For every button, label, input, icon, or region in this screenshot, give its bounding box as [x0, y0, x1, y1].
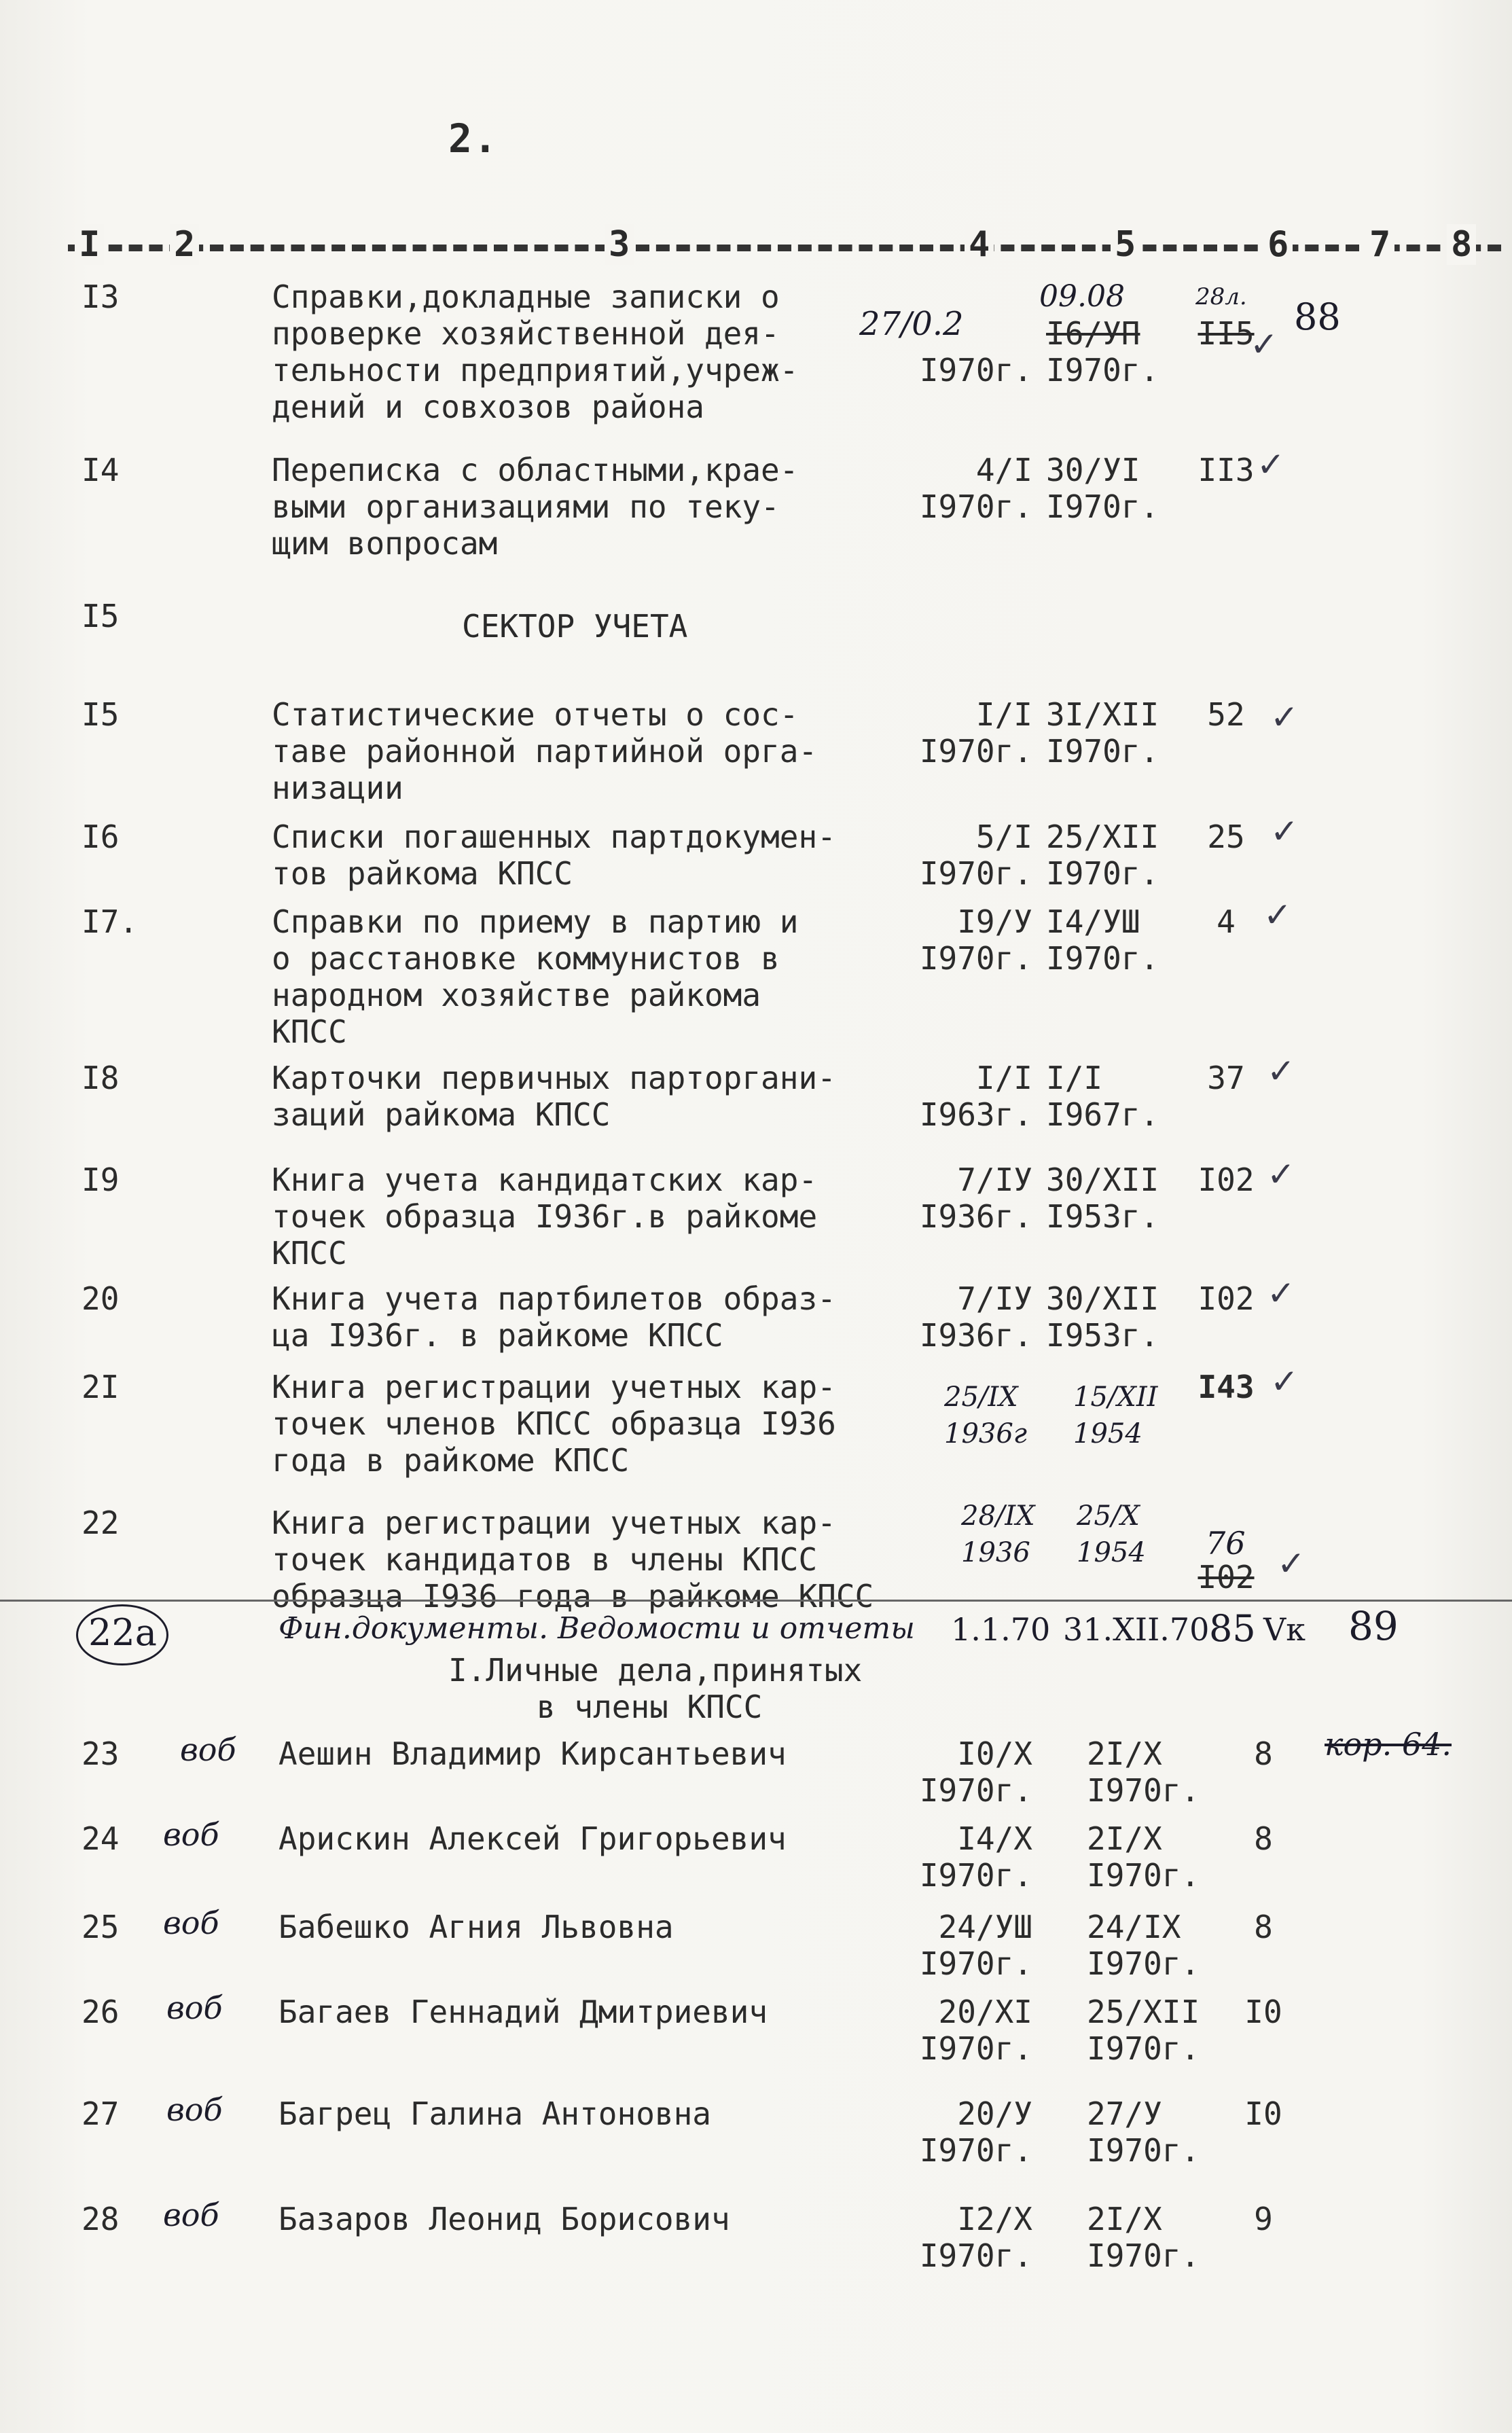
page-number: 2.: [448, 115, 499, 162]
handwritten-end: [1077, 1498, 1146, 1571]
start-date-year: I970г.: [919, 1772, 1032, 1809]
handwritten-mark: воб: [166, 2091, 223, 2128]
desc-line: года в райкоме КПСС: [272, 1442, 630, 1479]
start-date: [856, 1994, 1032, 2067]
check-mark-icon: ✓: [1270, 698, 1299, 737]
end-date-year: I970г.: [1087, 2132, 1200, 2169]
end-date-year: I970г.: [1046, 488, 1159, 525]
check-mark-icon: ✓: [1277, 1544, 1306, 1583]
check-mark-icon: ✓: [1267, 1051, 1295, 1091]
start-date-year: I970г.: [919, 855, 1032, 892]
handwritten-start-day: 28/IX: [961, 1500, 1035, 1532]
person-name: Бабешко Агния Львовна: [278, 1909, 674, 1945]
desc-line: тельности предприятий,учреж-: [272, 352, 799, 389]
handwritten-end-year: 1954: [1077, 1537, 1146, 1568]
start-date-day: 7/IУ: [957, 1280, 1032, 1317]
desc-line: Книга регистрации учетных кар-: [272, 1504, 836, 1541]
row-description: [272, 1161, 817, 1272]
column-header-3: 3: [605, 224, 634, 265]
desc-line: КПСС: [272, 1235, 347, 1272]
handwritten-count: 28л.: [1195, 283, 1247, 310]
row-description: [272, 818, 836, 892]
desc-line: Книга учета кандидатских кар-: [272, 1161, 818, 1198]
row-description: [272, 1280, 836, 1354]
desc-line: Справки по приему в партию и: [272, 903, 799, 940]
desc-line: щим вопросам: [272, 525, 498, 562]
row-number: I7.: [82, 903, 139, 940]
desc-line: точек членов КПСС образца I936: [272, 1405, 836, 1442]
person-name: Багаев Геннадий Дмитриевич: [278, 1994, 768, 2030]
check-mark-icon: ✓: [1270, 812, 1299, 851]
sheet-count: I02: [1198, 1161, 1255, 1198]
handwritten-end: 09.08: [1039, 279, 1125, 314]
start-date: [856, 818, 1032, 892]
sheet-count: 4: [1217, 903, 1236, 940]
divider-line: [0, 1600, 1512, 1602]
end-date-day: 24/IX: [1087, 1909, 1181, 1945]
desc-line: Книга регистрации учетных кар-: [272, 1369, 836, 1405]
handwritten-end-day: 25/X: [1077, 1500, 1140, 1532]
start-date-year: I936г.: [919, 1317, 1032, 1354]
desc-line: народном хозяйстве райкома: [272, 977, 761, 1013]
handwritten-start-year: 1936: [961, 1537, 1030, 1568]
section-title-line: в члены КПСС: [537, 1689, 763, 1725]
end-date-year: I970г.: [1046, 352, 1159, 389]
handwritten-note: кор. 64.: [1325, 1726, 1452, 1763]
start-date-day: I0/X: [957, 1735, 1032, 1772]
desc-line: заций райкома КПСС: [272, 1096, 611, 1133]
row-description: [272, 452, 798, 562]
end-date-year: I970г.: [1087, 1772, 1200, 1809]
start-date: [856, 2201, 1032, 2274]
end-date-year: I970г.: [1046, 940, 1159, 977]
check-mark-icon: ✓: [1270, 1362, 1299, 1401]
check-mark-icon: ✓: [1267, 1274, 1295, 1313]
row-number: 22: [82, 1504, 120, 1541]
end-date-day: 30/XII: [1046, 1280, 1159, 1317]
end-date-year: I970г.: [1087, 2030, 1200, 2067]
handwritten-end: [1073, 1379, 1157, 1452]
sheet-count: I43: [1198, 1369, 1255, 1405]
start-date-year: I970г.: [919, 940, 1032, 977]
end-date-day: 2I/X: [1087, 1735, 1162, 1772]
column-header-4: 4: [965, 224, 994, 265]
start-date: [856, 1060, 1032, 1133]
row-description: [272, 903, 798, 1050]
start-date-day: 24/УШ: [938, 1909, 1032, 1945]
handwritten-end-day: 15/XII: [1073, 1382, 1158, 1413]
start-date: [856, 452, 1032, 525]
start-date: [856, 1280, 1032, 1354]
sheet-count: II5: [1198, 315, 1255, 352]
sheet-count: 9: [1254, 2201, 1273, 2237]
end-date-year: I953г.: [1046, 1198, 1159, 1235]
handwritten-start-day: 25/IX: [944, 1382, 1018, 1413]
inserted-row-start: 1.1.70: [951, 1611, 1051, 1648]
handwritten-count: 76: [1206, 1525, 1246, 1562]
inserted-row-note: Vк: [1263, 1611, 1306, 1648]
inserted-row-count-2: 89: [1348, 1603, 1399, 1649]
desc-line: точек кандидатов в члены КПСС: [272, 1541, 818, 1578]
handwritten-mark: воб: [163, 1905, 219, 1941]
end-date-day: 25/XII: [1046, 818, 1159, 855]
row-number: 26: [82, 1994, 120, 2030]
column-header-1: I: [75, 224, 104, 265]
desc-line: Справки,докладные записки о: [272, 278, 780, 315]
column-header-2: 2: [170, 224, 199, 265]
start-date: [856, 1735, 1032, 1809]
start-date: [856, 2095, 1032, 2169]
person-name: Базаров Леонид Борисович: [278, 2201, 730, 2237]
end-date-day: I/I: [1046, 1060, 1103, 1096]
start-date-year: I963г.: [919, 1096, 1032, 1133]
person-name: Багрец Галина Антоновна: [278, 2095, 711, 2132]
check-mark-icon: ✓: [1250, 325, 1278, 364]
row-description: [272, 696, 817, 806]
row-description: [272, 1369, 836, 1479]
desc-line: тов райкома КПСС: [272, 855, 573, 892]
handwritten-end-year: 1954: [1073, 1418, 1142, 1449]
desc-line: точек образца I936г.в райкоме: [272, 1198, 818, 1235]
sheet-count: II3: [1198, 452, 1255, 488]
start-date-year: I970г.: [919, 488, 1032, 525]
end-date-year: I970г.: [1087, 1945, 1200, 1982]
end-date-day: 25/XII: [1087, 1994, 1200, 2030]
section-title: СЕКТОР УЧЕТА: [462, 608, 688, 645]
sheet-count: 8: [1254, 1909, 1273, 1945]
sheet-count: 37: [1207, 1060, 1245, 1096]
desc-line: Статистические отчеты о сос-: [272, 696, 799, 733]
row-description: [272, 1504, 874, 1615]
person-name: Арискин Алексей Григорьевич: [278, 1820, 787, 1857]
inserted-row-end: 31.XII.70: [1063, 1611, 1210, 1648]
start-date-year: I970г.: [919, 1945, 1032, 1982]
start-date-day: I2/X: [957, 2201, 1032, 2237]
row-number: I4: [82, 452, 120, 488]
handwritten-mark: воб: [163, 2197, 219, 2233]
handwritten-start: [944, 1379, 1027, 1452]
handwritten-start: 27/0.2: [859, 305, 964, 343]
row-number: 25: [82, 1909, 120, 1945]
end-date-year: I970г.: [1087, 1857, 1200, 1894]
end-date-day: 2I/X: [1087, 2201, 1162, 2237]
column-header-8: 8: [1447, 224, 1476, 265]
end-date-day: 2I/X: [1087, 1820, 1162, 1857]
desc-line: Списки погашенных партдокумен-: [272, 818, 836, 855]
end-date-day: I4/УШ: [1046, 903, 1140, 940]
start-date-year: I970г.: [919, 733, 1032, 770]
desc-line: проверке хозяйственной дея-: [272, 315, 780, 352]
sheet-count: I02: [1198, 1559, 1255, 1596]
section-title: [448, 1652, 862, 1725]
inserted-row-description: Фин.документы. Ведомости и отчеты: [278, 1611, 915, 1646]
start-date-day: 4/I: [975, 452, 1032, 488]
desc-line: дений и совхозов района: [272, 389, 704, 425]
row-number: 20: [82, 1280, 120, 1317]
column-header-row: [68, 224, 1501, 272]
check-mark-icon: ✓: [1267, 1155, 1295, 1194]
column-header-7: 7: [1365, 224, 1394, 265]
desc-line: низации: [272, 770, 403, 806]
start-date-year: I970г.: [919, 2030, 1032, 2067]
desc-line: выми организациями по теку-: [272, 488, 780, 525]
sheet-count: 25: [1207, 818, 1245, 855]
sheet-count: I0: [1244, 1994, 1282, 2030]
start-date: [856, 903, 1032, 977]
row-number: 28: [82, 2201, 120, 2237]
row-number: I9: [82, 1161, 120, 1198]
start-date-day: I/I: [975, 1060, 1032, 1096]
start-date-day: I4/X: [957, 1820, 1032, 1857]
end-date-day: I6/УП: [1046, 315, 1140, 352]
check-mark-icon: ✓: [1257, 445, 1285, 484]
start-date: [856, 696, 1032, 770]
end-date-year: I967г.: [1046, 1096, 1159, 1133]
start-date-day: 20/У: [957, 2095, 1032, 2132]
end-date-day: 27/У: [1087, 2095, 1162, 2132]
end-date-day: 3I/XII: [1046, 696, 1159, 733]
row-number: I8: [82, 1060, 120, 1096]
start-date-year: I970г.: [919, 2237, 1032, 2274]
row-number: I6: [82, 818, 120, 855]
desc-line: Карточки первичных парторгани-: [272, 1060, 836, 1096]
desc-line: ца I936г. в райкоме КПСС: [272, 1317, 723, 1354]
sheet-count: I02: [1198, 1280, 1255, 1317]
section-number: I5: [82, 598, 120, 634]
end-date-year: I953г.: [1046, 1317, 1159, 1354]
desc-line: таве районной партийной орга-: [272, 733, 818, 770]
handwritten-mark: воб: [180, 1731, 236, 1768]
column-header-6: 6: [1263, 224, 1293, 265]
person-name: Аешин Владимир Кирсантьевич: [278, 1735, 787, 1772]
handwritten-mark: воб: [163, 1816, 219, 1853]
row-number: 24: [82, 1820, 120, 1857]
row-number: 23: [82, 1735, 120, 1772]
start-date: [856, 1909, 1032, 1982]
handwritten-count-new: 88: [1294, 295, 1341, 338]
desc-line: Переписка с областными,крае-: [272, 452, 799, 488]
start-date-day: I/I: [975, 696, 1032, 733]
inserted-row-number: 22а: [88, 1611, 157, 1654]
start-date-day: 5/I: [975, 818, 1032, 855]
sheet-count: 8: [1254, 1735, 1273, 1772]
start-date-day: I9/У: [957, 903, 1032, 940]
row-number: 2I: [82, 1369, 120, 1405]
end-date-year: I970г.: [1087, 2237, 1200, 2274]
sheet-count: I0: [1244, 2095, 1282, 2132]
start-date-day: 20/XI: [938, 1994, 1032, 2030]
handwritten-start: [961, 1498, 1035, 1571]
desc-line: КПСС: [272, 1013, 347, 1050]
end-date-year: I970г.: [1046, 855, 1159, 892]
start-date: I970г.: [919, 352, 1032, 389]
end-date-year: I970г.: [1046, 733, 1159, 770]
start-date-day: 7/IУ: [957, 1161, 1032, 1198]
start-date-year: I970г.: [919, 2132, 1032, 2169]
handwritten-start-year: 1936г: [944, 1418, 1028, 1449]
desc-line: Книга учета партбилетов образ-: [272, 1280, 836, 1317]
start-date: [856, 1820, 1032, 1894]
desc-line: образца I936 года в райкоме КПСС: [272, 1578, 874, 1615]
row-number: 27: [82, 2095, 120, 2132]
row-number: I5: [82, 696, 120, 733]
section-title-line: I.Личные дела,принятых: [448, 1652, 863, 1689]
end-date-day: 30/XII: [1046, 1161, 1159, 1198]
inserted-row-count: 85: [1209, 1607, 1256, 1650]
desc-line: о расстановке коммунистов в: [272, 940, 780, 977]
column-header-5: 5: [1111, 224, 1140, 265]
row-description: [272, 278, 798, 425]
sheet-count: 52: [1207, 696, 1245, 733]
start-date-year: I936г.: [919, 1198, 1032, 1235]
end-date-day: 30/УI: [1046, 452, 1140, 488]
start-date-year: I970г.: [919, 1857, 1032, 1894]
row-number: I3: [82, 278, 120, 315]
handwritten-mark: воб: [166, 1989, 223, 2026]
start-date: [856, 1161, 1032, 1235]
sheet-count: 8: [1254, 1820, 1273, 1857]
row-description: [272, 1060, 836, 1133]
check-mark-icon: ✓: [1263, 895, 1292, 935]
